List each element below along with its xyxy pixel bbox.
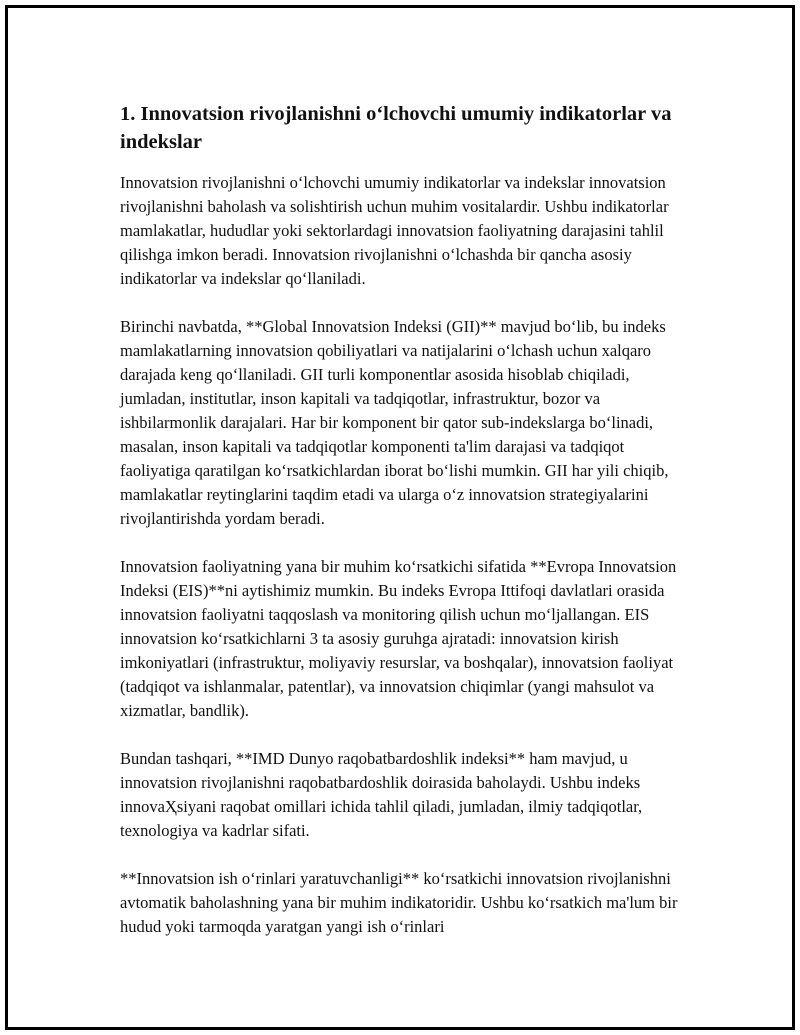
paragraph-introduction: Innovatsion rivojlanishni oʻlchovchi umumiy indikatorlar va indekslar innovatsion rivojlanishni baholash va solishtirish uchun muhim vositalardir. Ushbu indikatorlar mamlakatlar, hududlar yoki sektorlardagi innovatsion faoliyatning darajasini tahlil qilishga imkon beradi. Innovatsion rivojlanishni oʻlchashda bir qancha asosiy indikatorlar va indekslar qoʻllaniladi. [120, 173, 669, 288]
paragraph-imd-competitiveness-index: Bundan tashqari, **IMD Dunyo raqobatbardoshlik indeksi** ham mavjud, u innovatsion rivojlanishni raqobatbardoshlik doirasida baholaydi. Ushbu indeks innovaҲsiyani raqobat omillari ichida tahlil qiladi, jumladan, ilmiy tadqiqotlar, texnologiya va kadrlar sifati. [120, 749, 643, 840]
document-body [120, 100, 698, 963]
section-heading: 1. Innovatsion rivojlanishni oʻlchovchi umumiy indikatorlar va indekslar [120, 103, 672, 153]
paragraph-job-creation-indicator: **Innovatsion ish oʻrinlari yaratuvchanligi** koʻrsatkichi innovatsion rivojlanishni avtomatik baholashning yana bir muhim indikatoridir. Ushbu koʻrsatkich ma'lum bir hudud yoki tarmoqda yaratgan yangi ish oʻrinlari [120, 869, 678, 936]
paragraph-global-innovation-index: Birinchi navbatda, **Global Innovatsion Indeksi (GII)** mavjud boʻlib, bu indeks mamlakatlarning innovatsion qobiliyatlari va natijalarini oʻlchash uchun xalqaro darajada keng qoʻllaniladi. GII turli komponentlar asosida hisoblab chiqiladi, jumladan, institutlar, inson kapitali va tadqiqotlar, infrastruktur, bozor va ishbilarmonlik darajalari. Har bir komponent bir qator sub-indekslarga boʻlinadi, masalan, inson kapitali va tadqiqotlar komponenti ta'lim darajasi va tadqiqot faoliyatiga qaratilgan koʻrsatkichlardan iborat boʻlishi mumkin. GII har yili chiqib, mamlakatlar reytinglarini taqdim etadi va ularga oʻz innovatsion strategiyalarini rivojlantirishda yordam beradi. [120, 317, 669, 528]
paragraph-european-innovation-index: Innovatsion faoliyatning yana bir muhim koʻrsatkichi sifatida **Evropa Innovatsion Indeksi (EIS)**ni aytishimiz mumkin. Bu indeks Evropa Ittifoqi davlatlari orasida innovatsion faoliyatni taqqoslash va monitoring qilish uchun moʻljallangan. EIS innovatsion koʻrsatkichlarni 3 ta asosiy guruhga ajratadi: innovatsion kirish imkoniyatlari (infrastruktur, moliyaviy resurslar, va boshqalar), innovatsion faoliyat (tadqiqot va ishlanmalar, patentlar), va innovatsion chiqimlar (yangi mahsulot va xizmatlar, bandlik). [120, 557, 677, 720]
document-page [5, 5, 795, 1030]
